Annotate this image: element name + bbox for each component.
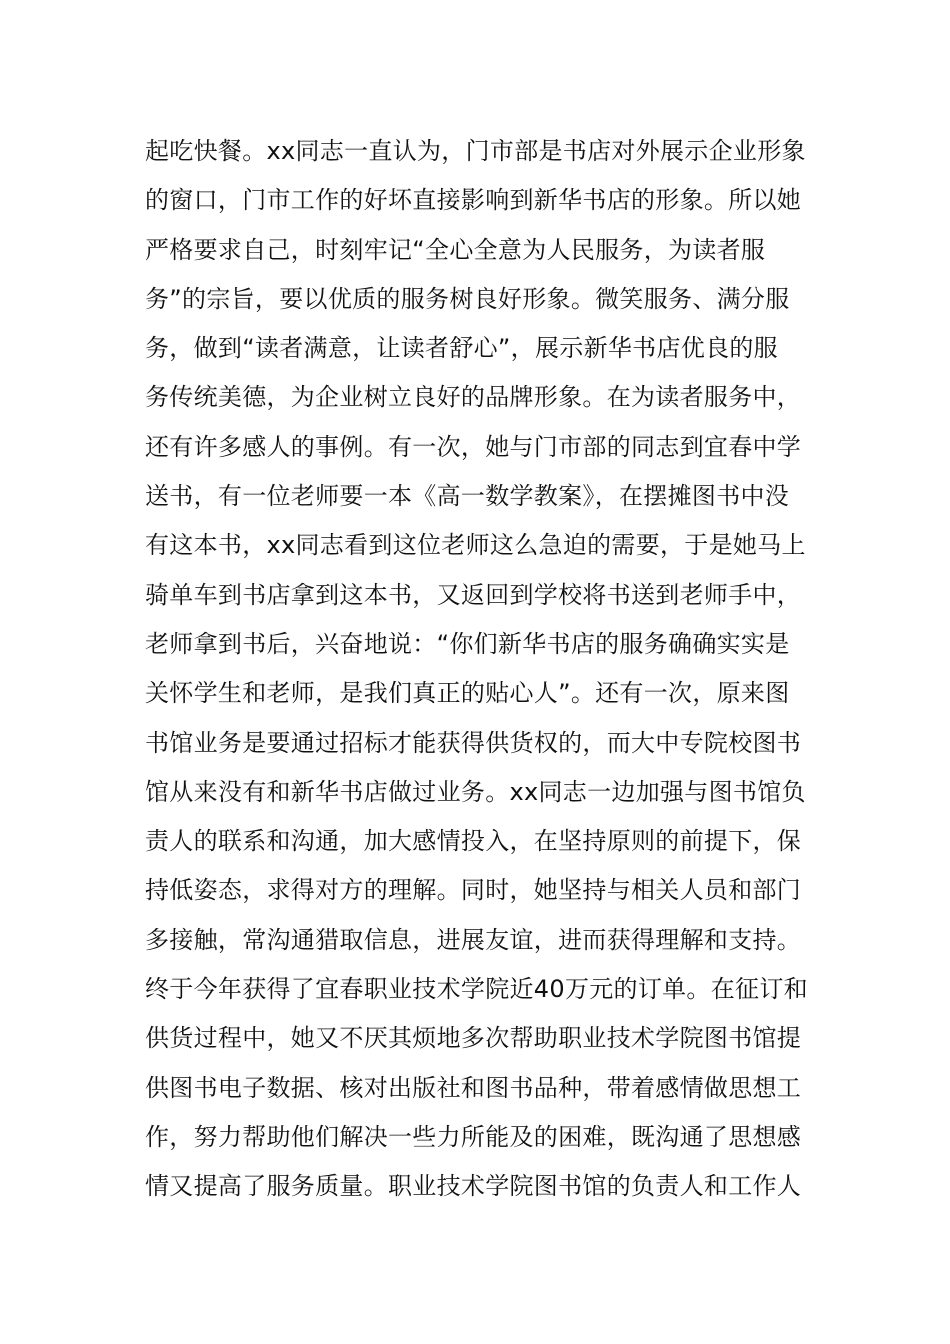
text-line: 多接触，常沟通猎取信息，进展友谊，进而获得理解和支持。 bbox=[145, 925, 802, 954]
text-line: 的窗口，门市工作的好坏直接影响到新华书店的形象。所以她 bbox=[145, 186, 802, 215]
text-line: 有这本书，xx同志看到这位老师这么急迫的需要，于是她马上 bbox=[145, 531, 806, 560]
text-line: 作，努力帮助他们解决一些力所能及的困难，既沟通了思想感 bbox=[145, 1122, 802, 1151]
text-line: 务，做到“读者满意，让读者舒心”，展示新华书店优良的服 bbox=[145, 334, 778, 363]
text-line: 供图书电子数据、核对出版社和图书品种，带着感情做思想工 bbox=[145, 1073, 802, 1102]
text-line: 务”的宗旨，要以优质的服务树良好形象。微笑服务、满分服 bbox=[145, 284, 790, 313]
text-line: 起吃快餐。xx同志一直认为，门市部是书店对外展示企业形象 bbox=[145, 137, 806, 165]
text-line: 务传统美德，为企业树立良好的品牌形象。在为读者服务中， bbox=[145, 383, 802, 412]
text-line: 情又提高了服务质量。职业技术学院图书馆的负责人和工作人 bbox=[145, 1172, 802, 1201]
text-line: 供货过程中，她又不厌其烦地多次帮助职业技术学院图书馆提 bbox=[145, 1024, 802, 1053]
text-line: 书馆业务是要通过招标才能获得供货权的，而大中专院校图书 bbox=[145, 728, 802, 757]
text-line: 关怀学生和老师，是我们真正的贴心人”。还有一次，原来图 bbox=[145, 679, 790, 708]
text-line: 严格要求自己，时刻牢记“全心全意为人民服务，为读者服 bbox=[145, 235, 766, 264]
text-line: 送书，有一位老师要一本《高一数学教案》，在摆摊图书中没 bbox=[145, 482, 790, 511]
text-line: 馆从来没有和新华书店做过业务。xx同志一边加强与图书馆负 bbox=[145, 777, 806, 806]
text-line: 老师拿到书后，兴奋地说：“你们新华书店的服务确确实实是 bbox=[145, 629, 790, 658]
text-line: 终于今年获得了宜春职业技术学院近40万元的订单。在征订和 bbox=[145, 975, 808, 1004]
text-line: 还有许多感人的事例。有一次，她与门市部的同志到宜春中学 bbox=[145, 432, 802, 461]
text-line: 责人的联系和沟通，加大感情投入，在坚持原则的前提下，保 bbox=[145, 827, 802, 856]
text-line: 持低姿态，求得对方的理解。同时，她坚持与相关人员和部门 bbox=[145, 876, 802, 905]
body-text bbox=[145, 127, 810, 1212]
text-line: 骑单车到书店拿到这本书，又返回到学校将书送到老师手中， bbox=[145, 580, 802, 609]
